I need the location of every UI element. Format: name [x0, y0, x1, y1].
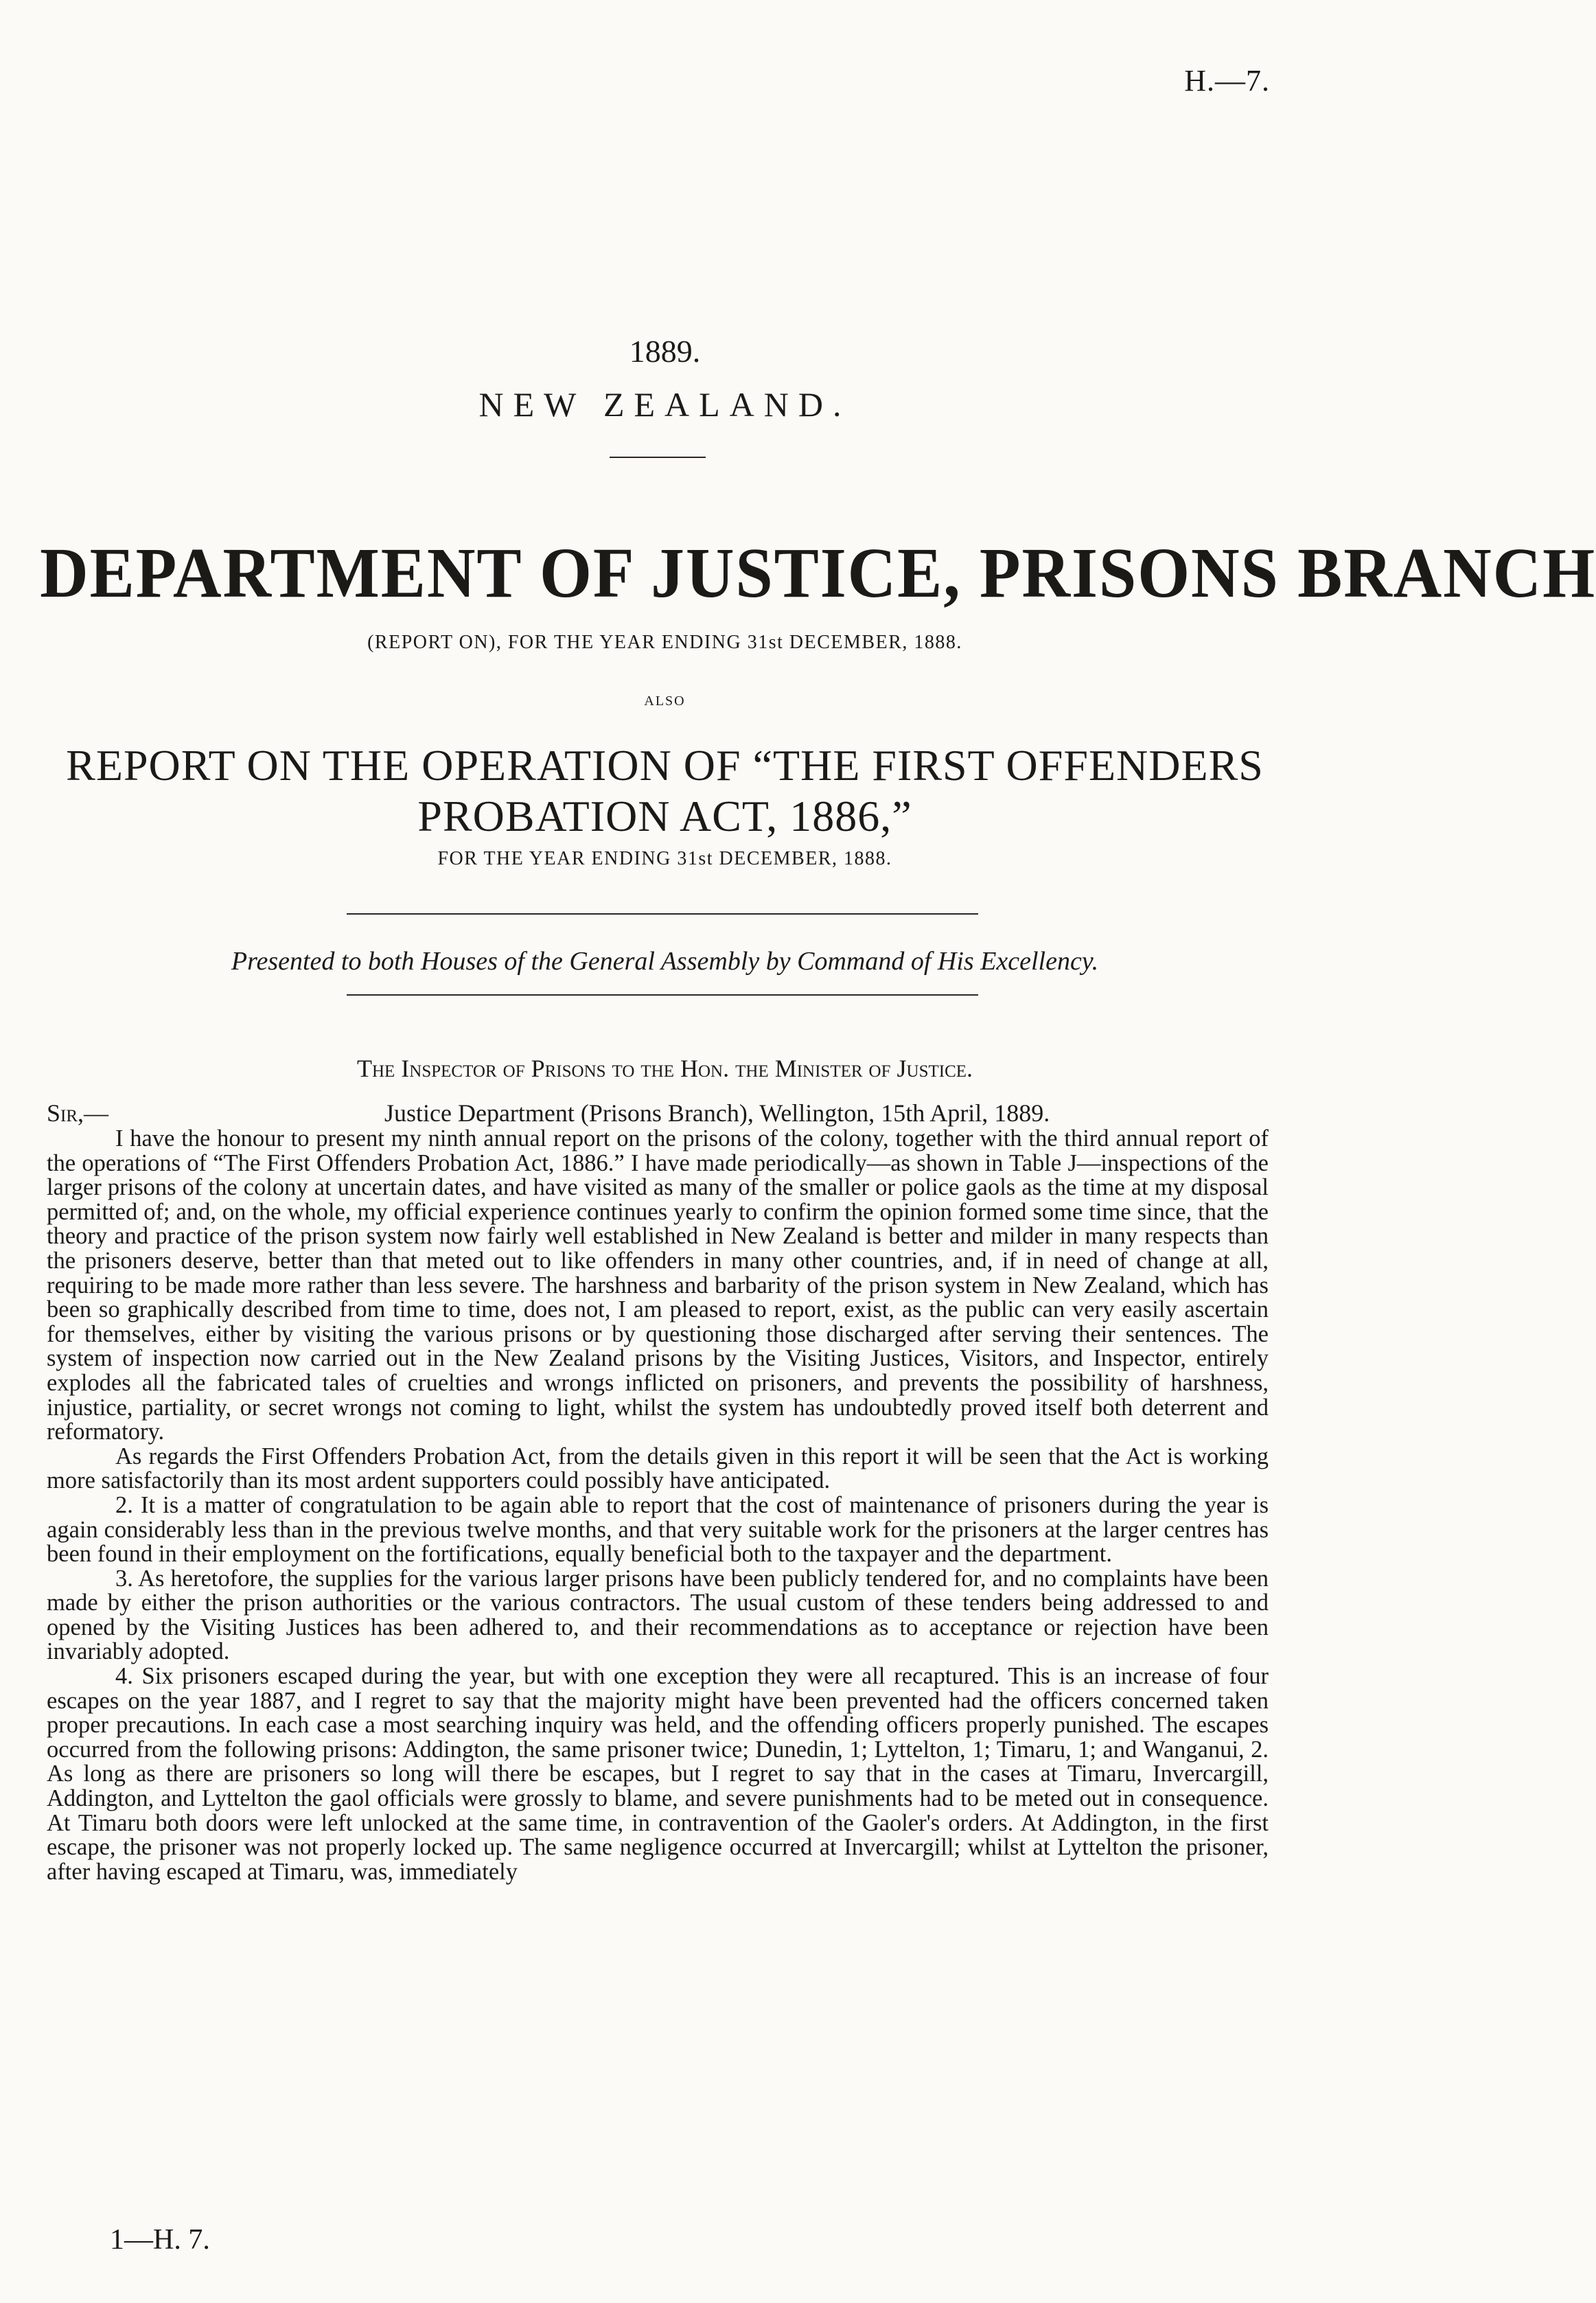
- paragraph-3-supplies: 3. As heretofore, the supplies for the various larger prisons have been publicly tendered for, and no complaints have been made by either the prison authorities or the various contractors. The usual custom of these tenders being addressed to and opened by the Visiting Justices has been adhered to, and their recommendations as to acceptance or rejection have been invariably adopted.: [47, 1565, 1269, 1665]
- divider-top: [347, 913, 978, 915]
- letter-addressee: The Inspector of Prisons to the Hon. the Minister of Justice.: [356, 1055, 973, 1082]
- paragraph-4-escapes: 4. Six prisoners escaped during the year, but with one exception they were all recaptured. This is an increase of four escapes on the year 1887, and I regret to say that the majority might have been prevented had the officers concerned taken proper precautions. In each case a most searching inquiry was held, and the offending officers properly punished. The escapes occurred from the following prisons: Addington, the same prisoner twice; Dunedin, 1; Lyttelton, 1; Timaru, 1; and Wanganui, 2. As long as there are prisoners so long will there be escapes, but I regret to say that in the cases at Timaru, Invercargill, Addington, and Lyttelton the gaol officials were grossly to blame, and severe punishments had to be meted out in consequence. At Timaru both doors were left unlocked at the same time, in contravention of the Gaoler's orders. At Addington, in the first escape, the prisoner was not properly locked up. The same negligence occurred at Invercargill; whilst at Lyttelton the prisoner, after having escaped at Timaru, was, immediately: [47, 1663, 1269, 1885]
- document-year: 1889.: [629, 334, 701, 369]
- presented-line: Presented to both Houses of the General Assembly by Command of His Excellency.: [231, 947, 1099, 976]
- main-subtitle: (REPORT ON), FOR THE YEAR ENDING 31st DECEMBER, 1888.: [367, 632, 962, 653]
- second-title: REPORT ON THE OPERATION OF “THE FIRST OFFENDERS PROBATION ACT, 1886,”: [66, 741, 1264, 840]
- letter-body: [47, 1127, 1269, 1884]
- letter-dateline: Justice Department (Prisons Branch), Wellington, 15th April, 1889.: [384, 1099, 1050, 1127]
- second-subtitle: FOR THE YEAR ENDING 31st DECEMBER, 1888.: [437, 848, 892, 869]
- also-label: ALSO: [644, 694, 686, 709]
- signature-mark: 1—H. 7.: [110, 2224, 210, 2256]
- divider-bottom: [347, 994, 978, 996]
- document-reference: H.—7.: [1184, 64, 1270, 98]
- letter-salutation: Sir,—: [47, 1099, 109, 1127]
- main-title: DEPARTMENT OF JUSTICE, PRISONS BRANCH: [40, 534, 1596, 612]
- country-heading: NEW ZEALAND.: [478, 385, 851, 424]
- paragraph-probation: As regards the First Offenders Probation Act, from the details given in this report it will be seen that the Act is working more satisfactorily than its most ardent supporters could possibly have anticipated.: [47, 1443, 1269, 1494]
- paragraph-2-maintenance: 2. It is a matter of congratulation to be again able to report that the cost of maintenance of prisoners during the year is again considerably less than in the previous twelve months, and that very suitable work for the prisoners at the larger centres has been found in their employment on the fortifications, equally beneficial both to the taxpayer and the department.: [47, 1491, 1269, 1568]
- paragraph-intro: I have the honour to present my ninth annual report on the prisons of the colony, together with the third annual report of the operations of “The First Offenders Probation Act, 1886.” I have made periodically—as shown in Table J—inspections of the larger prisons of the colony at uncertain dates, and have visited as many of the smaller or police gaols as the time at my disposal permitted of; and, on the whole, my official experience continues yearly to confirm the opinion formed some time since, that the theory and practice of the prison system now fairly well established in New Zealand is better and milder in many respects than the prisoners deserve, better than that meted out to like offenders in many other countries, and, if in need of change at all, requiring to be made more rather than less severe. The harshness and barbarity of the prison system in New Zealand, which has been so graphically described from time to time, does not, I am pleased to report, exist, as the public can very easily ascertain for themselves, either by visiting the various prisons or by questioning those discharged after serving their sentences. The system of inspection now carried out in the New Zealand prisons by the Visiting Justices, Visitors, and Inspector, entirely explodes all the fabricated tales of cruelties and wrongs inflicted on prisoners, and prevents the possibility of harshness, injustice, partiality, or secret wrongs not coming to light, whilst the system has undoubtedly proved itself both deterrent and reformatory.: [47, 1125, 1269, 1445]
- divider-short: [610, 457, 706, 458]
